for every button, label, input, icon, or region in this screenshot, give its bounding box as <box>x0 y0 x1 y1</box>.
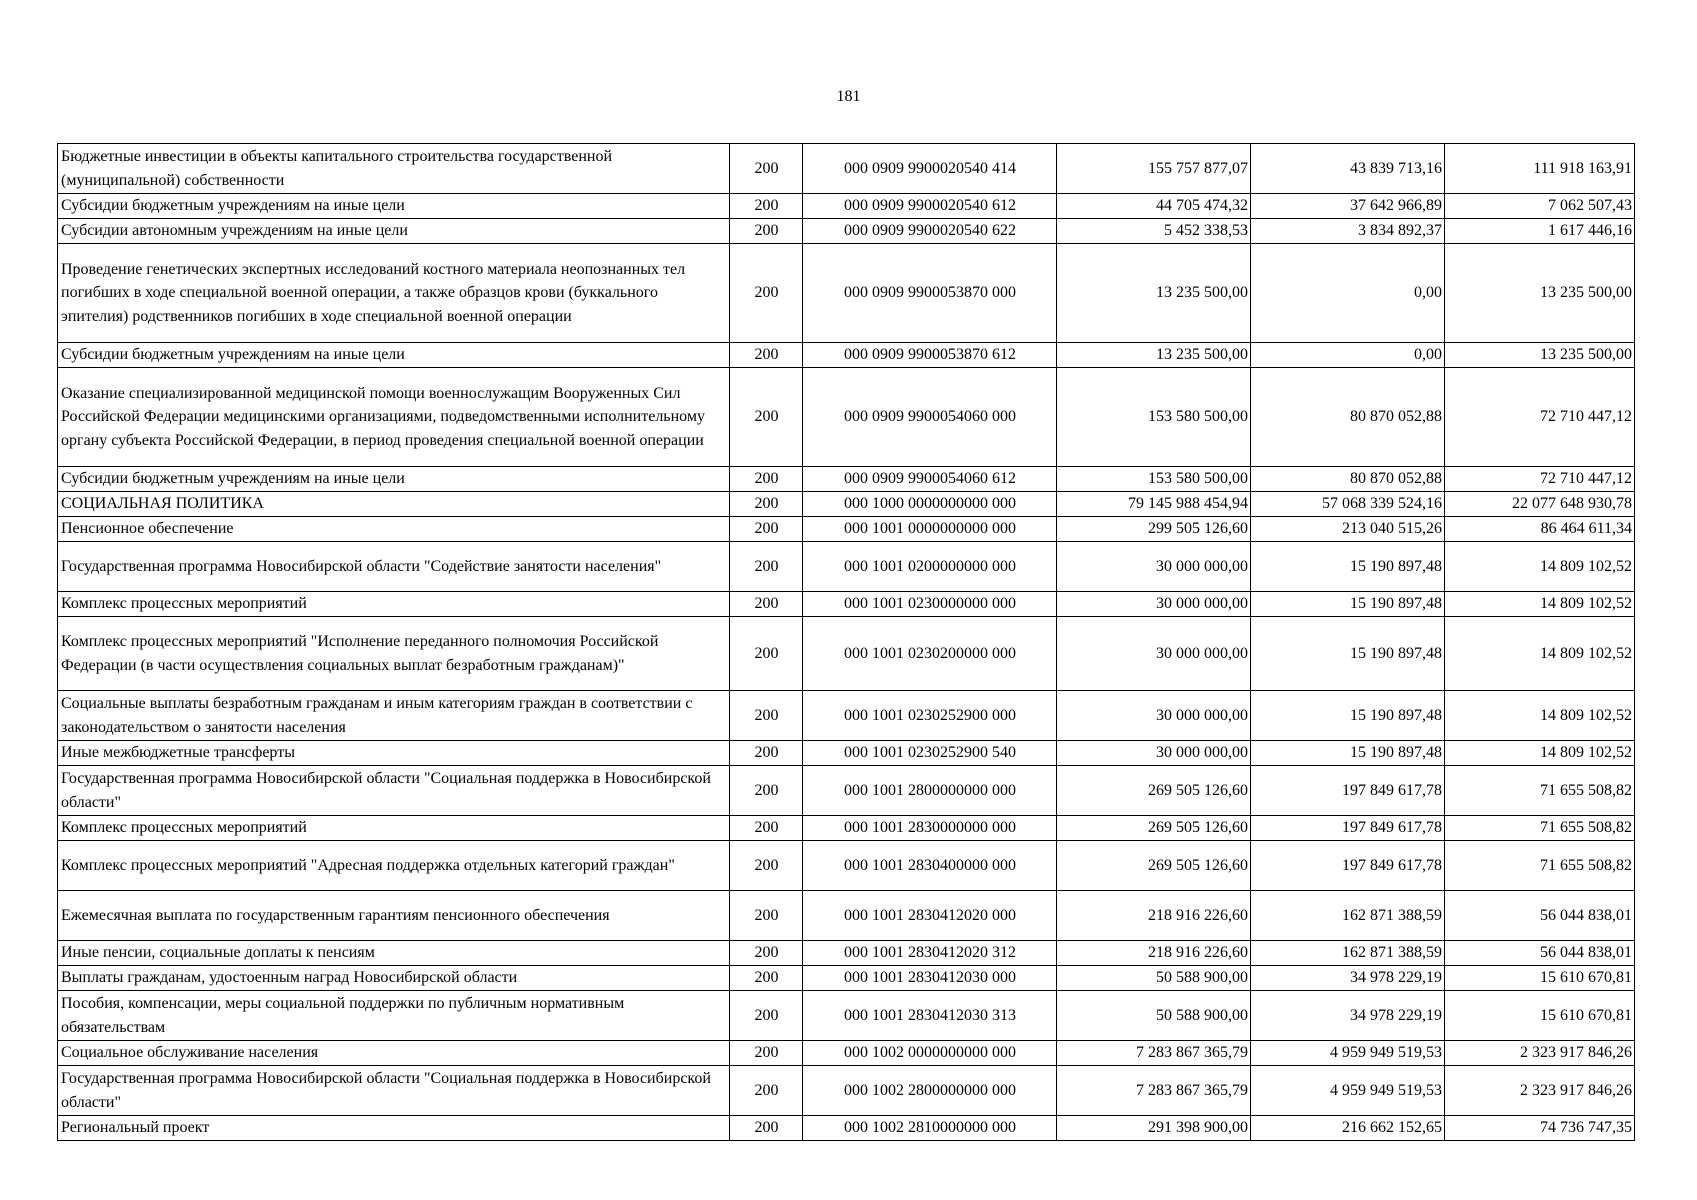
executed-amount-cell: 80 870 052,88 <box>1251 467 1445 492</box>
budget-classification-code-cell: 000 1001 0230000000 000 <box>803 592 1057 617</box>
page-number: 181 <box>836 88 861 105</box>
executed-amount-cell: 197 849 617,78 <box>1251 816 1445 841</box>
unexecuted-amount-cell: 86 464 611,34 <box>1445 517 1635 542</box>
unexecuted-amount-cell: 13 235 500,00 <box>1445 343 1635 368</box>
administrator-code-cell: 200 <box>730 816 803 841</box>
approved-amount-cell: 13 235 500,00 <box>1057 244 1251 343</box>
unexecuted-amount-cell: 72 710 447,12 <box>1445 368 1635 467</box>
table-row <box>58 941 1635 966</box>
administrator-code-cell: 200 <box>730 219 803 244</box>
approved-amount-cell: 218 916 226,60 <box>1057 891 1251 941</box>
executed-amount-cell: 15 190 897,48 <box>1251 741 1445 766</box>
approved-amount-cell: 7 283 867 365,79 <box>1057 1041 1251 1066</box>
budget-classification-code-cell: 000 0909 9900020540 612 <box>803 194 1057 219</box>
unexecuted-amount-cell: 72 710 447,12 <box>1445 467 1635 492</box>
expense-name-cell: Комплекс процессных мероприятий "Адресная поддержка отдельных категорий граждан" <box>58 841 730 891</box>
budget-classification-code-cell: 000 1001 0200000000 000 <box>803 542 1057 592</box>
budget-classification-code-cell: 000 1002 2800000000 000 <box>803 1066 1057 1116</box>
table-row <box>58 368 1635 467</box>
unexecuted-amount-cell: 71 655 508,82 <box>1445 816 1635 841</box>
administrator-code-cell: 200 <box>730 941 803 966</box>
expense-name-cell: Ежемесячная выплата по государственным гарантиям пенсионного обеспечения <box>58 891 730 941</box>
expense-name-cell: Бюджетные инвестиции в объекты капитального строительства государственной (муниципальной) собственности <box>58 144 730 194</box>
executed-amount-cell: 15 190 897,48 <box>1251 542 1445 592</box>
table-row <box>58 766 1635 816</box>
executed-amount-cell: 216 662 152,65 <box>1251 1116 1445 1141</box>
expense-name-cell: Государственная программа Новосибирской области "Социальная поддержка в Новосибирской области" <box>58 1066 730 1116</box>
expense-name-cell: Комплекс процессных мероприятий "Исполнение переданного полномочия Российской Федерации (в части осуществления социальных выплат безработным гражданам)" <box>58 617 730 691</box>
unexecuted-amount-cell: 14 809 102,52 <box>1445 592 1635 617</box>
table-row <box>58 966 1635 991</box>
approved-amount-cell: 30 000 000,00 <box>1057 741 1251 766</box>
table-row <box>58 467 1635 492</box>
executed-amount-cell: 15 190 897,48 <box>1251 592 1445 617</box>
expense-name-cell: Субсидии автономным учреждениям на иные цели <box>58 219 730 244</box>
table-row <box>58 492 1635 517</box>
expense-name-cell: Пенсионное обеспечение <box>58 517 730 542</box>
executed-amount-cell: 37 642 966,89 <box>1251 194 1445 219</box>
executed-amount-cell: 80 870 052,88 <box>1251 368 1445 467</box>
budget-classification-code-cell: 000 1001 0230252900 000 <box>803 691 1057 741</box>
executed-amount-cell: 15 190 897,48 <box>1251 617 1445 691</box>
table-row <box>58 1116 1635 1141</box>
administrator-code-cell: 200 <box>730 766 803 816</box>
approved-amount-cell: 50 588 900,00 <box>1057 966 1251 991</box>
administrator-code-cell: 200 <box>730 617 803 691</box>
approved-amount-cell: 30 000 000,00 <box>1057 592 1251 617</box>
unexecuted-amount-cell: 14 809 102,52 <box>1445 542 1635 592</box>
budget-classification-code-cell: 000 1002 0000000000 000 <box>803 1041 1057 1066</box>
unexecuted-amount-cell: 2 323 917 846,26 <box>1445 1041 1635 1066</box>
administrator-code-cell: 200 <box>730 244 803 343</box>
executed-amount-cell: 162 871 388,59 <box>1251 941 1445 966</box>
administrator-code-cell: 200 <box>730 592 803 617</box>
budget-classification-code-cell: 000 1001 0230200000 000 <box>803 617 1057 691</box>
budget-classification-code-cell: 000 1001 2830412030 000 <box>803 966 1057 991</box>
executed-amount-cell: 0,00 <box>1251 244 1445 343</box>
approved-amount-cell: 30 000 000,00 <box>1057 542 1251 592</box>
budget-classification-code-cell: 000 1001 2830412030 313 <box>803 991 1057 1041</box>
administrator-code-cell: 200 <box>730 144 803 194</box>
administrator-code-cell: 200 <box>730 691 803 741</box>
executed-amount-cell: 57 068 339 524,16 <box>1251 492 1445 517</box>
unexecuted-amount-cell: 14 809 102,52 <box>1445 741 1635 766</box>
budget-classification-code-cell: 000 0909 9900054060 000 <box>803 368 1057 467</box>
table-row <box>58 592 1635 617</box>
administrator-code-cell: 200 <box>730 1116 803 1141</box>
table-row <box>58 991 1635 1041</box>
approved-amount-cell: 269 505 126,60 <box>1057 766 1251 816</box>
unexecuted-amount-cell: 22 077 648 930,78 <box>1445 492 1635 517</box>
administrator-code-cell: 200 <box>730 517 803 542</box>
executed-amount-cell: 15 190 897,48 <box>1251 691 1445 741</box>
expense-name-cell: Оказание специализированной медицинской помощи военнослужащим Вооруженных Сил Российской Федерации медицинскими организациями, подведомственными исполнительному органу субъекта Российской Федерации, в период проведения специальной военной операции <box>58 368 730 467</box>
budget-classification-code-cell: 000 1001 2800000000 000 <box>803 766 1057 816</box>
expense-name-cell: Пособия, компенсации, меры социальной поддержки по публичным нормативным обязательствам <box>58 991 730 1041</box>
table-row <box>58 617 1635 691</box>
budget-classification-code-cell: 000 0909 9900020540 622 <box>803 219 1057 244</box>
expense-name-cell: Субсидии бюджетным учреждениям на иные цели <box>58 343 730 368</box>
budget-classification-code-cell: 000 1000 0000000000 000 <box>803 492 1057 517</box>
expense-name-cell: Комплекс процессных мероприятий <box>58 816 730 841</box>
administrator-code-cell: 200 <box>730 966 803 991</box>
approved-amount-cell: 44 705 474,32 <box>1057 194 1251 219</box>
approved-amount-cell: 299 505 126,60 <box>1057 517 1251 542</box>
budget-classification-code-cell: 000 1001 2830412020 312 <box>803 941 1057 966</box>
executed-amount-cell: 4 959 949 519,53 <box>1251 1041 1445 1066</box>
unexecuted-amount-cell: 2 323 917 846,26 <box>1445 1066 1635 1116</box>
executed-amount-cell: 213 040 515,26 <box>1251 517 1445 542</box>
budget-classification-code-cell: 000 1001 2830400000 000 <box>803 841 1057 891</box>
unexecuted-amount-cell: 13 235 500,00 <box>1445 244 1635 343</box>
executed-amount-cell: 34 978 229,19 <box>1251 966 1445 991</box>
approved-amount-cell: 269 505 126,60 <box>1057 841 1251 891</box>
budget-classification-code-cell: 000 1002 2810000000 000 <box>803 1116 1057 1141</box>
table-row <box>58 219 1635 244</box>
administrator-code-cell: 200 <box>730 467 803 492</box>
administrator-code-cell: 200 <box>730 991 803 1041</box>
unexecuted-amount-cell: 7 062 507,43 <box>1445 194 1635 219</box>
administrator-code-cell: 200 <box>730 194 803 219</box>
budget-classification-code-cell: 000 0909 9900020540 414 <box>803 144 1057 194</box>
expense-name-cell: Выплаты гражданам, удостоенным наград Новосибирской области <box>58 966 730 991</box>
approved-amount-cell: 30 000 000,00 <box>1057 617 1251 691</box>
unexecuted-amount-cell: 14 809 102,52 <box>1445 691 1635 741</box>
table-row <box>58 517 1635 542</box>
table-row <box>58 841 1635 891</box>
unexecuted-amount-cell: 111 918 163,91 <box>1445 144 1635 194</box>
executed-amount-cell: 0,00 <box>1251 343 1445 368</box>
administrator-code-cell: 200 <box>730 542 803 592</box>
executed-amount-cell: 4 959 949 519,53 <box>1251 1066 1445 1116</box>
unexecuted-amount-cell: 56 044 838,01 <box>1445 941 1635 966</box>
administrator-code-cell: 200 <box>730 841 803 891</box>
administrator-code-cell: 200 <box>730 492 803 517</box>
budget-classification-code-cell: 000 1001 2830000000 000 <box>803 816 1057 841</box>
executed-amount-cell: 197 849 617,78 <box>1251 766 1445 816</box>
budget-classification-code-cell: 000 1001 2830412020 000 <box>803 891 1057 941</box>
budget-classification-code-cell: 000 0909 9900053870 000 <box>803 244 1057 343</box>
approved-amount-cell: 155 757 877,07 <box>1057 144 1251 194</box>
expense-name-cell: Государственная программа Новосибирской области "Содействие занятости населения" <box>58 542 730 592</box>
executed-amount-cell: 3 834 892,37 <box>1251 219 1445 244</box>
administrator-code-cell: 200 <box>730 343 803 368</box>
table-row <box>58 891 1635 941</box>
administrator-code-cell: 200 <box>730 1066 803 1116</box>
approved-amount-cell: 269 505 126,60 <box>1057 816 1251 841</box>
administrator-code-cell: 200 <box>730 891 803 941</box>
expense-name-cell: Комплекс процессных мероприятий <box>58 592 730 617</box>
executed-amount-cell: 197 849 617,78 <box>1251 841 1445 891</box>
budget-execution-table <box>57 143 1635 1141</box>
expense-name-cell: Проведение генетических экспертных исследований костного материала неопознанных тел погибших в ходе специальной военной операции, а также образцов крови (буккального эпителия) родственников погибших в ходе специальной военной операции <box>58 244 730 343</box>
administrator-code-cell: 200 <box>730 368 803 467</box>
budget-classification-code-cell: 000 0909 9900054060 612 <box>803 467 1057 492</box>
approved-amount-cell: 218 916 226,60 <box>1057 941 1251 966</box>
executed-amount-cell: 162 871 388,59 <box>1251 891 1445 941</box>
expense-name-cell: СОЦИАЛЬНАЯ ПОЛИТИКА <box>58 492 730 517</box>
approved-amount-cell: 7 283 867 365,79 <box>1057 1066 1251 1116</box>
executed-amount-cell: 43 839 713,16 <box>1251 144 1445 194</box>
unexecuted-amount-cell: 15 610 670,81 <box>1445 991 1635 1041</box>
approved-amount-cell: 79 145 988 454,94 <box>1057 492 1251 517</box>
expense-name-cell: Социальные выплаты безработным гражданам и иным категориям граждан в соответствии с законодательством о занятости населения <box>58 691 730 741</box>
approved-amount-cell: 30 000 000,00 <box>1057 691 1251 741</box>
budget-classification-code-cell: 000 0909 9900053870 612 <box>803 343 1057 368</box>
expense-name-cell: Региональный проект <box>58 1116 730 1141</box>
expense-name-cell: Субсидии бюджетным учреждениям на иные цели <box>58 194 730 219</box>
unexecuted-amount-cell: 15 610 670,81 <box>1445 966 1635 991</box>
expense-name-cell: Иные пенсии, социальные доплаты к пенсиям <box>58 941 730 966</box>
expense-name-cell: Иные межбюджетные трансферты <box>58 741 730 766</box>
unexecuted-amount-cell: 56 044 838,01 <box>1445 891 1635 941</box>
unexecuted-amount-cell: 74 736 747,35 <box>1445 1116 1635 1141</box>
unexecuted-amount-cell: 14 809 102,52 <box>1445 617 1635 691</box>
table-row <box>58 691 1635 741</box>
executed-amount-cell: 34 978 229,19 <box>1251 991 1445 1041</box>
unexecuted-amount-cell: 71 655 508,82 <box>1445 841 1635 891</box>
approved-amount-cell: 153 580 500,00 <box>1057 467 1251 492</box>
expense-name-cell: Государственная программа Новосибирской области "Социальная поддержка в Новосибирской области" <box>58 766 730 816</box>
table-row <box>58 343 1635 368</box>
table-row <box>58 542 1635 592</box>
administrator-code-cell: 200 <box>730 1041 803 1066</box>
expense-name-cell: Субсидии бюджетным учреждениям на иные цели <box>58 467 730 492</box>
unexecuted-amount-cell: 1 617 446,16 <box>1445 219 1635 244</box>
budget-classification-code-cell: 000 1001 0000000000 000 <box>803 517 1057 542</box>
approved-amount-cell: 153 580 500,00 <box>1057 368 1251 467</box>
approved-amount-cell: 291 398 900,00 <box>1057 1116 1251 1141</box>
expense-name-cell: Социальное обслуживание населения <box>58 1041 730 1066</box>
approved-amount-cell: 5 452 338,53 <box>1057 219 1251 244</box>
administrator-code-cell: 200 <box>730 741 803 766</box>
unexecuted-amount-cell: 71 655 508,82 <box>1445 766 1635 816</box>
budget-classification-code-cell: 000 1001 0230252900 540 <box>803 741 1057 766</box>
approved-amount-cell: 50 588 900,00 <box>1057 991 1251 1041</box>
table-row <box>58 816 1635 841</box>
table-row <box>58 244 1635 343</box>
approved-amount-cell: 13 235 500,00 <box>1057 343 1251 368</box>
table-row <box>58 741 1635 766</box>
table-row <box>58 194 1635 219</box>
table-row <box>58 1066 1635 1116</box>
table-row <box>58 144 1635 194</box>
table-row <box>58 1041 1635 1066</box>
